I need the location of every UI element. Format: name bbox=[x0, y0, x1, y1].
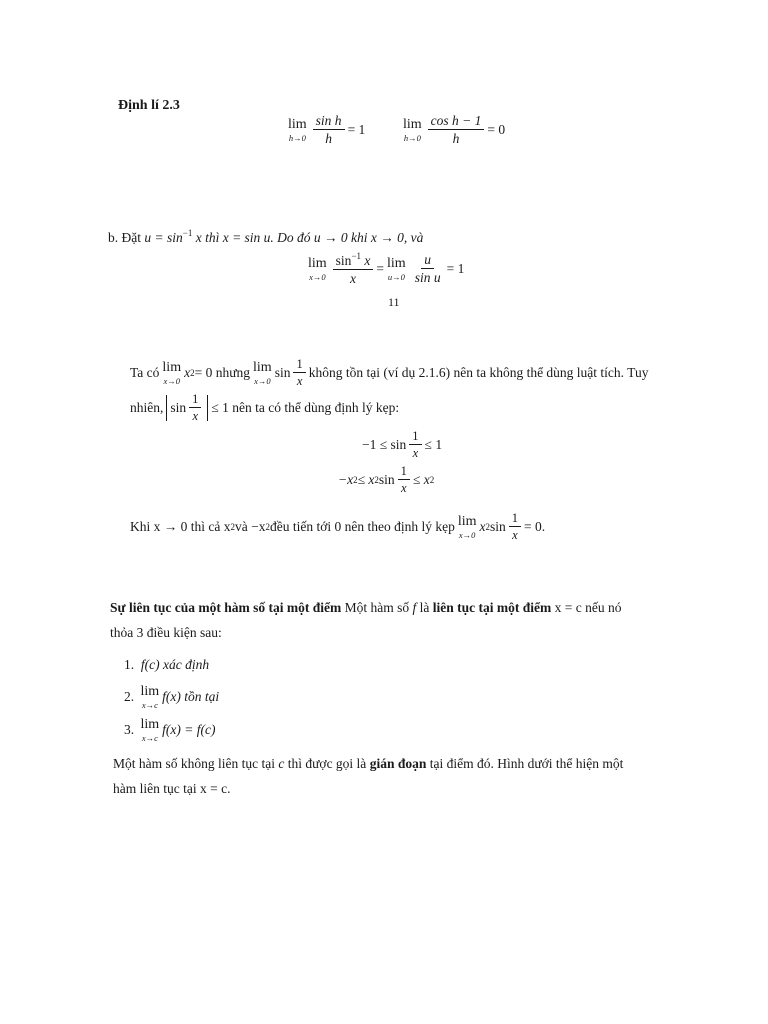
condition-item-1: 1. f(c) xác định bbox=[124, 657, 210, 672]
limit-operator: lim x→0 bbox=[162, 359, 182, 386]
inequality-1: −1 ≤ sin $\frac{1}{x}$ ≤ 1 bbox=[362, 429, 443, 461]
condition-item-3: 3. lim x→c f(x) = f(c) bbox=[124, 717, 216, 743]
squeeze-conclusion: Khi x → 0 thì cả x 2 và −x 2 đều tiến tới 0 nên theo định lý kẹp lim x→0 x 2 sin $\frac{1}{x}$ = 0. bbox=[130, 511, 546, 543]
section-heading: Sự liên tục của một hàm số tại một điểm bbox=[110, 600, 342, 615]
theorem-formula-2: lim h→0 $\frac{\text{cos h − 1}}{h}$ = 0 bbox=[403, 113, 506, 147]
discontinuity-paragraph-line-1: Một hàm số không liên tục tại c thì được gọi là gián đoạn tại điểm đó. Hình dưới thể hiện một bbox=[113, 756, 624, 771]
part-b-equation: lim x→0 $\frac{\sin^{-1} x}{x}$ = lim u→0 $\frac{u}{\text{sin u}}$ = 1 bbox=[308, 251, 465, 287]
fraction: $\frac{1}{x}$ bbox=[409, 430, 421, 460]
limit-operator: lim x→c bbox=[140, 717, 160, 743]
limit-operator: lim x→0 bbox=[457, 513, 477, 540]
limit-operator: lim h→0 bbox=[288, 116, 307, 143]
theorem-title: Định lí 2.3 bbox=[118, 98, 180, 113]
page-number: 11 bbox=[388, 295, 400, 309]
continuity-definition-line-1: Sự liên tục của một hàm số tại một điểm Một hàm số f là liên tục tại một điểm x = c nếu nó bbox=[110, 600, 622, 615]
limit-operator: lim u→0 bbox=[387, 255, 406, 282]
limit-operator: lim x→0 bbox=[308, 255, 327, 282]
fraction: $\frac{1}{x}$ bbox=[509, 512, 521, 542]
continuity-definition-line-2: thỏa 3 điều kiện sau: bbox=[110, 625, 222, 640]
fraction: $\frac{1}{x}$ bbox=[293, 358, 305, 388]
limit-operator: lim h→0 bbox=[403, 116, 422, 143]
part-b-text: b. Đặt $u = \sin^{-1} x$ thì x = sin u. Do đó u → 0 khi x → 0, và bbox=[108, 228, 424, 245]
limit-operator: lim x→0 bbox=[253, 359, 272, 386]
fraction: $\frac{\text{sin h}}{h}$ bbox=[313, 114, 345, 146]
fraction: $\frac{\sin^{-1} x}{x}$ bbox=[333, 252, 374, 286]
condition-item-2: 2. lim x→c f(x) tồn tại bbox=[124, 684, 220, 710]
fraction: $\frac{\text{cos h − 1}}{h}$ bbox=[428, 114, 485, 146]
fraction: $\frac{1}{x}$ bbox=[398, 465, 410, 495]
squeeze-line-1: Ta có lim x→0 x 2 = 0 nhưng lim x→0 sin $\frac{1}{x}$ không tồn tại (ví dụ 2.1.6) nên ta không thể dùng luật tích. Tuy bbox=[130, 357, 649, 389]
fraction: $\frac{1}{x}$ bbox=[189, 393, 201, 423]
discontinuity-paragraph-line-2: hàm liên tục tại x = c. bbox=[113, 781, 231, 796]
theorem-formula-1: lim h→0 $\frac{\text{sin h}}{h}$ = 1 bbox=[288, 113, 366, 147]
squeeze-line-2: nhiên, sin $\frac{1}{x}$ ≤ 1 nên ta có thể dùng định lý kẹp: bbox=[130, 392, 400, 424]
fraction: $\frac{u}{\text{sin u}}$ bbox=[414, 252, 441, 286]
inequality-2: −x 2 ≤ x 2 sin $\frac{1}{x}$ ≤ x 2 bbox=[338, 464, 435, 496]
limit-operator: lim x→c bbox=[140, 684, 160, 710]
